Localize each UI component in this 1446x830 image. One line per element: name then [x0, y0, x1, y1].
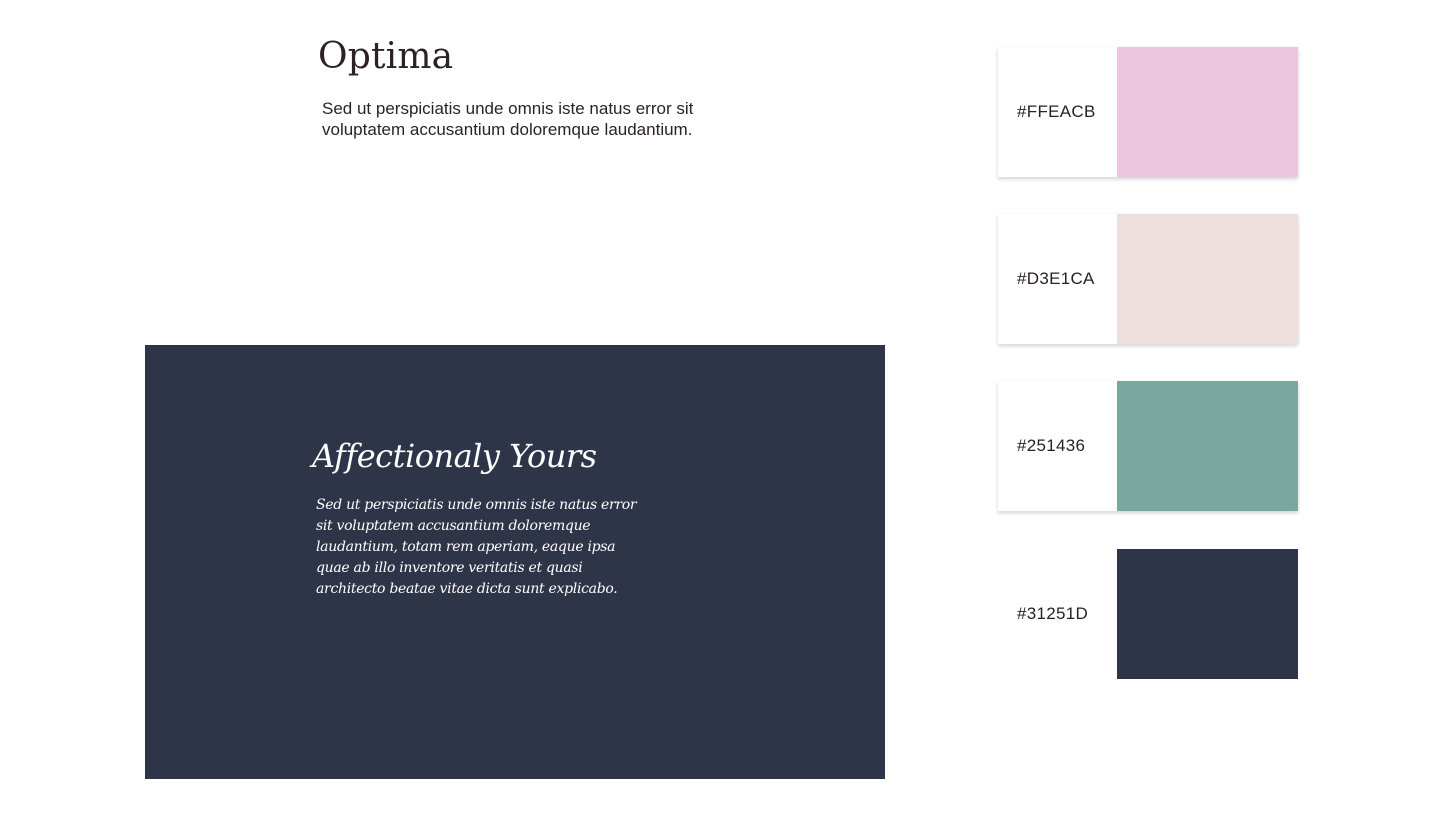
swatch-1	[998, 47, 1298, 177]
font-sample-heading: Optima	[318, 36, 454, 77]
swatch-4-color	[1117, 549, 1298, 679]
swatch-1-color	[1117, 47, 1298, 177]
swatch-2-label: #D3E1CA	[1017, 269, 1095, 288]
script-card-body: Sed ut perspiciatis unde omnis iste natus error sit voluptatem accusantium doloremque laudantium, totam rem aperiam, eaque ipsa quae ab illo inventore veritatis et quasi architecto beatae vitae dicta sunt explicabo.	[316, 497, 637, 597]
swatch-2	[998, 214, 1298, 344]
swatch-3-label: #251436	[1017, 436, 1086, 455]
font-sample-body: Sed ut perspiciatis unde omnis iste natus error sit voluptatem accusantium doloremque laudantium.	[322, 99, 694, 139]
script-card-heading: Affectionaly Yours	[312, 437, 597, 475]
swatch-4	[998, 549, 1298, 679]
swatch-2-color	[1117, 214, 1298, 344]
script-card	[145, 345, 885, 779]
swatch-3-color	[1117, 381, 1298, 511]
swatch-4-label: #31251D	[1017, 604, 1089, 623]
swatch-3	[998, 381, 1298, 511]
swatch-1-label: #FFEACB	[1017, 102, 1096, 121]
